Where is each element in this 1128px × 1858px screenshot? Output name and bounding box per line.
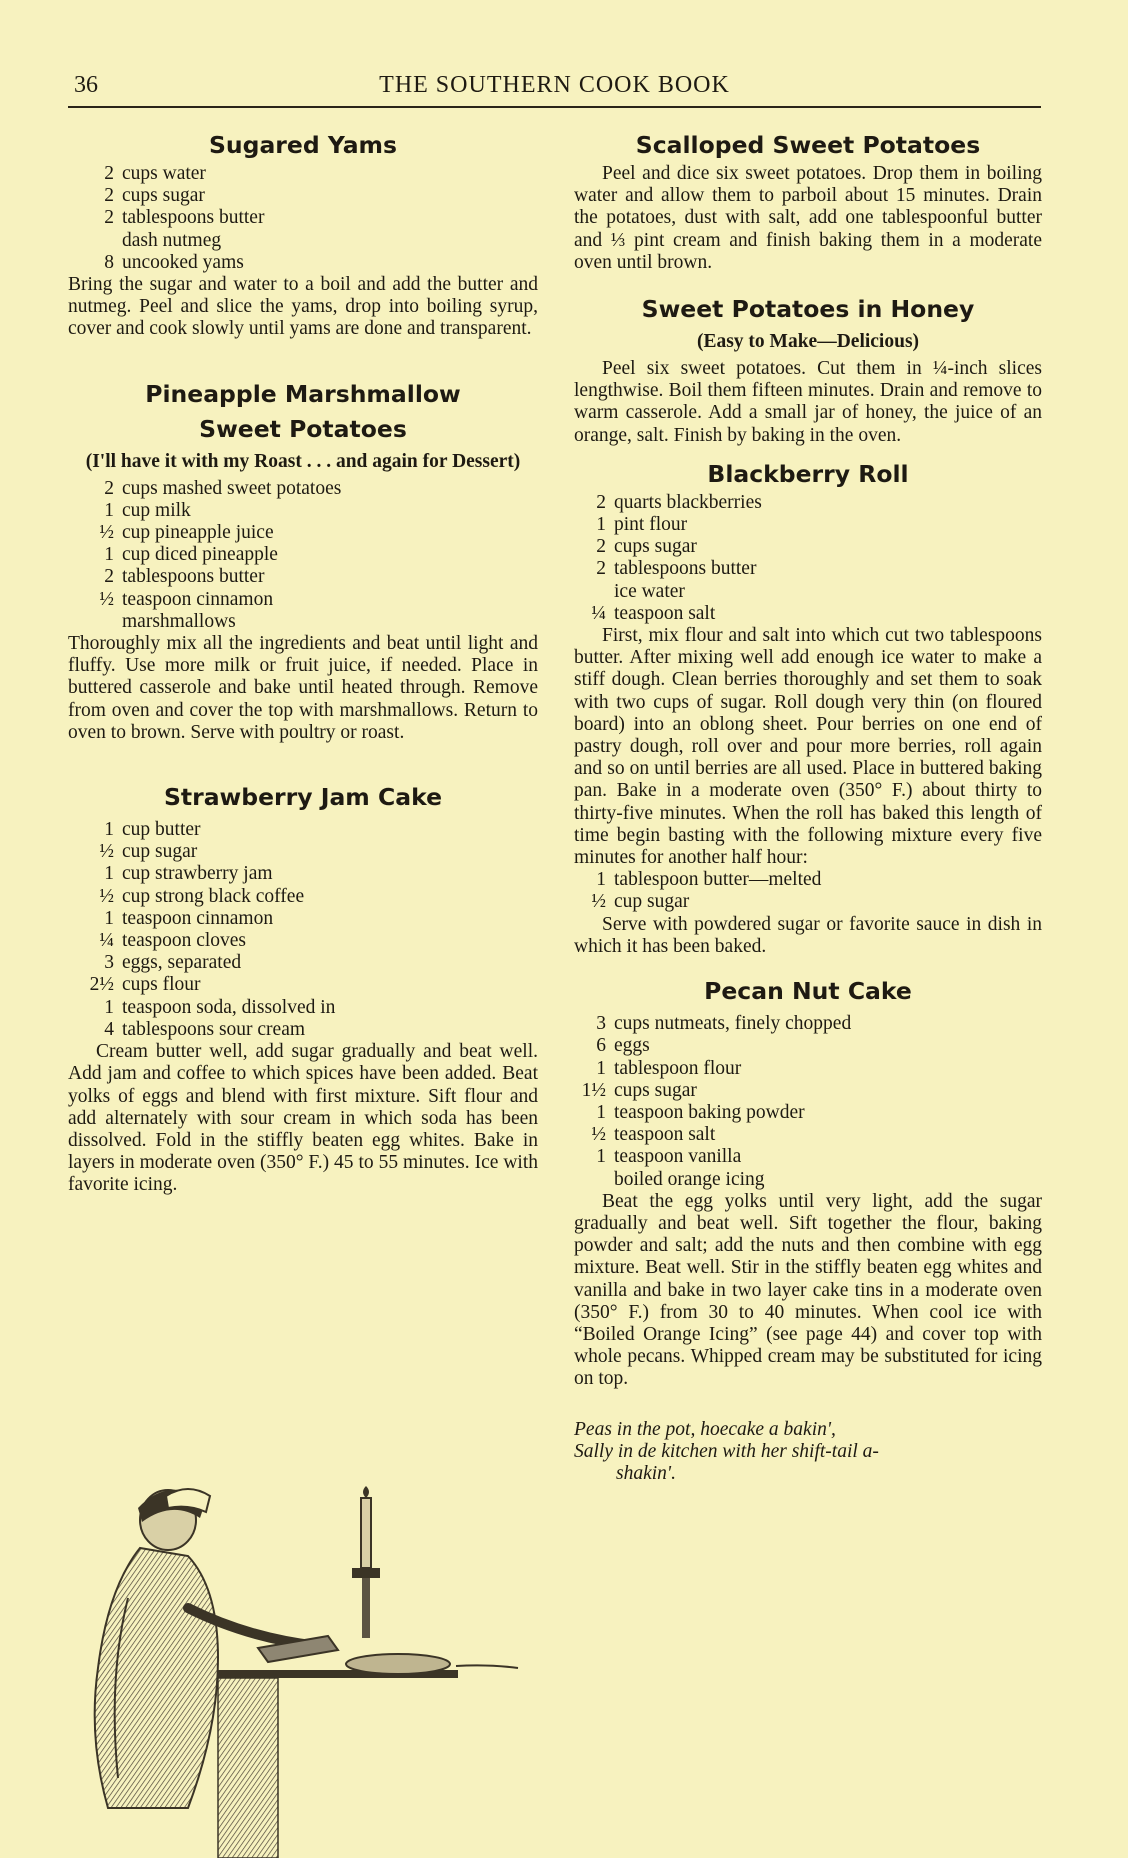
ingredient-qty: 1 xyxy=(104,499,114,521)
ingredient-qty: 1 xyxy=(596,514,606,536)
ingredient-text: teaspoon soda, dissolved in xyxy=(122,996,336,1018)
recipe-directions: Peel six sweet potatoes. Cut them in ¼-inch slices lengthwise. Boil them fifteen minutes. Drain and remove to warm casserole. Add a small jar of honey, the juice of an orange, salt. Finish by baking in the oven. xyxy=(574,358,1042,446)
ingredient-qty: 2 xyxy=(104,207,114,229)
closing-verse xyxy=(574,1419,1042,1486)
ingredient-qty: 2 xyxy=(104,185,114,207)
ingredient-text: eggs, separated xyxy=(122,952,242,974)
ingredient xyxy=(68,589,538,611)
ingredient xyxy=(68,185,538,207)
ingredient xyxy=(68,863,538,885)
ingredient-qty: ¼ xyxy=(99,930,114,952)
ingredient-qty xyxy=(68,611,122,633)
ingredient xyxy=(574,1035,1042,1057)
ingredient-qty: 1 xyxy=(596,1146,606,1168)
recipe-title: Sweet Potatoes in Honey xyxy=(641,295,975,324)
ingredient-text: cups sugar xyxy=(614,536,697,558)
ingredient-text: dash nutmeg xyxy=(122,229,222,251)
ingredient-text: cups nutmeats, finely chopped xyxy=(614,1013,852,1035)
ingredient xyxy=(68,819,538,841)
recipe-title: Pineapple Marshmallow Sweet Potatoes xyxy=(145,379,461,443)
ingredient-qty: 1½ xyxy=(581,1079,606,1101)
ingredient-text: uncooked yams xyxy=(122,251,244,273)
ingredient xyxy=(68,252,538,274)
ingredient xyxy=(68,841,538,863)
ingredient-qty: 2 xyxy=(104,566,114,588)
recipe-sweet-potatoes-honey xyxy=(574,292,1042,447)
ingredient-text: ice water xyxy=(614,580,685,602)
ingredient xyxy=(574,1169,1042,1191)
ingredient xyxy=(68,163,538,185)
ingredient xyxy=(574,1124,1042,1146)
ingredient-qty: ½ xyxy=(591,891,606,913)
ingredient-qty: 1 xyxy=(596,1101,606,1123)
ingredient-qty: ½ xyxy=(99,522,114,544)
ingredient-text: tablespoon flour xyxy=(614,1057,742,1079)
recipe-directions: Bring the sugar and water to a boil and add the butter and nutmeg. Peel and slice the yams, drop into boiling syrup, cover and cook slowly until yams are done and transparent. xyxy=(68,274,538,340)
ingredient-qty: 2 xyxy=(104,477,114,499)
page-number: 36 xyxy=(74,72,98,98)
ingredient-qty: 2½ xyxy=(89,974,114,996)
ingredient-text: teaspoon cinnamon xyxy=(122,907,274,929)
ingredient-qty: 2 xyxy=(596,536,606,558)
ingredient xyxy=(574,1146,1042,1168)
ingredient-qty xyxy=(68,230,122,252)
ingredient xyxy=(68,886,538,908)
ingredient xyxy=(574,581,1042,603)
ingredient xyxy=(574,1102,1042,1124)
ingredient-qty xyxy=(574,1169,614,1191)
ingredient-text: tablespoon butter—melted xyxy=(614,869,822,891)
recipe-title: Pecan Nut Cake xyxy=(704,977,912,1006)
recipe-title: Strawberry Jam Cake xyxy=(163,783,443,812)
ingredient-qty: 4 xyxy=(104,1018,114,1040)
ingredient xyxy=(68,566,538,588)
ingredient xyxy=(574,492,1042,514)
ingredient-qty: ¼ xyxy=(591,602,606,624)
page-header xyxy=(68,72,1041,108)
ingredient-text: tablespoons sour cream xyxy=(122,1018,306,1040)
ingredient xyxy=(574,1080,1042,1102)
ingredient-text: teaspoon cinnamon xyxy=(122,588,274,610)
right-column xyxy=(574,128,1042,1485)
ingredient xyxy=(68,207,538,229)
recipe-directions: First, mix flour and salt into which cut two tablespoons butter. After mixing well add enough ice water to make a stiff dough. Clean berries thoroughly and set them to soak with two cups of sugar. Roll dough very thin (on floured board) into an oblong sheet. Pour berries on one end of pastry dough, roll over and pour more berries, roll again and so on until berries are all used. Place in buttered baking pan. Bake in a moderate oven (350° F.) about thirty to thirty-five minutes. When the roll has baked this length of time begin basting with the following mixture every five minutes for another half hour: xyxy=(574,625,1042,869)
recipe-strawberry-jam-cake xyxy=(68,780,538,1196)
recipe-sugared-yams xyxy=(68,128,538,341)
ingredient xyxy=(68,908,538,930)
ingredient-text: cups sugar xyxy=(614,1079,697,1101)
ingredient xyxy=(68,544,538,566)
ingredient-text: cup sugar xyxy=(122,841,198,863)
ingredient-qty: 1 xyxy=(596,869,606,891)
ingredient-qty: ½ xyxy=(99,841,114,863)
ingredient-qty: ½ xyxy=(99,885,114,907)
ingredient xyxy=(68,1019,538,1041)
ingredient-list xyxy=(574,1013,1042,1191)
cook-illustration xyxy=(68,1478,538,1858)
ingredient-text: cup butter xyxy=(122,819,201,841)
ingredient xyxy=(574,1058,1042,1080)
ingredient-text: tablespoons butter xyxy=(122,207,265,229)
ingredient xyxy=(68,930,538,952)
ingredient-text: cups water xyxy=(122,163,206,184)
recipe-directions: Thoroughly mix all the ingredients and beat until light and fluffy. Use more milk or fruit juice, if needed. Place in buttered casserole and bake until heated through. Remove from oven and cover the top with marshmallows. Return to oven to brown. Serve with poultry or roast. xyxy=(68,633,538,743)
ingredient-text: cup sugar xyxy=(614,891,690,913)
ingredient-text: cup milk xyxy=(122,499,191,521)
recipe-pineapple-marshmallow xyxy=(68,377,538,744)
ingredient-qty: 1 xyxy=(104,544,114,566)
recipe-directions: Cream butter well, add sugar gradually and beat well. Add jam and coffee to which spices have been added. Beat yolks of eggs and blend with first mixture. Sift flour and add alternately with sour cream in which soda has been dissolved. Fold in the stiffly beaten egg whites. Bake in layers in moderate oven (350° F.) 45 to 55 minutes. Ice with favorite icing. xyxy=(68,1041,538,1196)
ingredient xyxy=(574,536,1042,558)
ingredient-qty: 1 xyxy=(596,1057,606,1079)
ingredient xyxy=(574,1013,1042,1035)
ingredient-qty: 2 xyxy=(596,558,606,580)
ingredient-qty: 1 xyxy=(104,907,114,929)
serving-note: Serve with powdered sugar or favorite sauce in dish in which it has been baked. xyxy=(574,913,1042,957)
ingredient xyxy=(68,230,538,252)
recipe-subtitle: (I'll have it with my Roast . . . and again for Dessert) xyxy=(85,450,521,472)
ingredient xyxy=(574,869,1042,891)
recipe-subtitle: (Easy to Make—Delicious) xyxy=(696,331,920,353)
ingredient-qty: ½ xyxy=(99,588,114,610)
recipe-title: Scalloped Sweet Potatoes xyxy=(635,131,981,159)
verse-line: shakin'. xyxy=(616,1462,676,1484)
ingredient-list xyxy=(68,478,538,633)
ingredient-qty: 1 xyxy=(104,819,114,841)
ingredient-text: tablespoons butter xyxy=(614,558,757,580)
ingredient-qty: 8 xyxy=(104,251,114,273)
ingredient xyxy=(574,514,1042,536)
ingredient-qty: 2 xyxy=(596,491,606,513)
ingredient-text: cup strawberry jam xyxy=(122,863,273,885)
ingredient-text: teaspoon cloves xyxy=(122,930,247,952)
recipe-title: Sugared Yams xyxy=(208,131,398,159)
recipe-scalloped-sweet-potatoes xyxy=(574,128,1042,274)
ingredient xyxy=(68,974,538,996)
recipe-pecan-nut-cake xyxy=(574,974,1042,1390)
basting-list xyxy=(574,869,1042,913)
ingredient xyxy=(68,952,538,974)
ingredient-text: pint flour xyxy=(614,514,688,536)
ingredient-qty: 6 xyxy=(596,1035,606,1057)
ingredient xyxy=(68,522,538,544)
ingredient-qty xyxy=(574,581,614,603)
ingredient-text: cups sugar xyxy=(122,185,205,207)
ingredient xyxy=(68,997,538,1019)
ingredient-qty: 3 xyxy=(104,952,114,974)
ingredient xyxy=(68,611,538,633)
ingredient-qty: 3 xyxy=(596,1013,606,1035)
ingredient-text: teaspoon salt xyxy=(614,602,716,624)
left-column xyxy=(68,128,538,1197)
ingredient-qty: 1 xyxy=(104,996,114,1018)
ingredient-text: cup diced pineapple xyxy=(122,544,278,566)
recipe-directions: Beat the egg yolks until very light, add the sugar gradually and beat well. Sift together the flour, baking powder and salt; add the nuts and then combine with egg mixture. Beat well. Stir in the stiffly beaten egg whites and vanilla and bake in two layer cake tins in a moderate oven (350° F.) from 30 to 40 minutes. When cool ice with “Boiled Orange Icing” (see page 44) and cover top with whole pecans. Whipped cream may be substituted for icing on top. xyxy=(574,1190,1042,1390)
recipe-blackberry-roll xyxy=(574,457,1042,958)
ingredient-text: cups mashed sweet potatoes xyxy=(122,477,342,499)
ingredient-qty: 1 xyxy=(104,863,114,885)
ingredient-text: teaspoon salt xyxy=(614,1124,716,1146)
ingredient-text: marshmallows xyxy=(122,610,236,632)
ingredient-list xyxy=(68,163,538,274)
ingredient-text: teaspoon vanilla xyxy=(614,1146,742,1168)
ingredient-text: boiled orange icing xyxy=(614,1168,765,1190)
ingredient-text: cups flour xyxy=(122,974,201,996)
verse-line: Sally in de kitchen with her shift-tail a- xyxy=(574,1440,879,1462)
recipe-title: Blackberry Roll xyxy=(707,459,909,488)
recipe-directions: Peel and dice six sweet potatoes. Drop them in boiling water and allow them to parboil about 15 minutes. Drain the potatoes, dust with salt, add one tablespoonful butter and ⅓ pint cream and finish baking them in a moderate oven until brown. xyxy=(574,163,1042,273)
ingredient xyxy=(574,603,1042,625)
verse-line: Peas in the pot, hoecake a bakin', xyxy=(574,1418,836,1440)
ingredient-text: cup pineapple juice xyxy=(122,522,274,544)
ingredient-list xyxy=(574,492,1042,625)
ingredient xyxy=(68,478,538,500)
ingredient-text: cup strong black coffee xyxy=(122,885,305,907)
ingredient-text: quarts blackberries xyxy=(614,491,762,513)
ingredient-list xyxy=(68,819,538,1041)
running-title: THE SOUTHERN COOK BOOK xyxy=(379,72,730,98)
ingredient xyxy=(574,558,1042,580)
ingredient xyxy=(68,500,538,522)
ingredient-text: teaspoon baking powder xyxy=(614,1101,805,1123)
ingredient-qty: ½ xyxy=(591,1124,606,1146)
ingredient-text: tablespoons butter xyxy=(122,566,265,588)
ingredient xyxy=(574,891,1042,913)
ingredient-qty: 2 xyxy=(104,163,114,184)
ingredient-text: eggs xyxy=(614,1035,650,1057)
